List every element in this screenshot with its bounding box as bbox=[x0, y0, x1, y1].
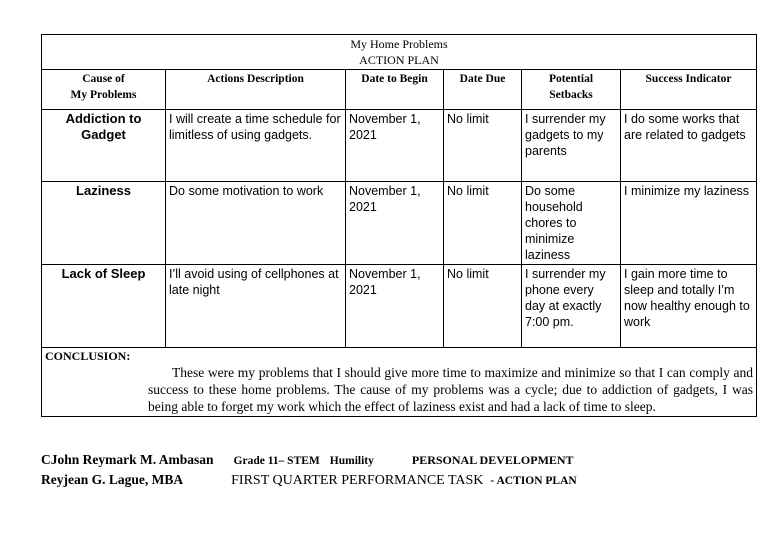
table-row bbox=[42, 110, 757, 182]
section-name: Humility bbox=[329, 455, 374, 467]
date-begin-cell: November 1, 2021 bbox=[346, 110, 444, 182]
task-title: FIRST QUARTER PERFORMANCE TASK bbox=[231, 473, 484, 488]
column-header-date-begin: Date to Begin bbox=[346, 70, 444, 110]
conclusion-cell bbox=[42, 348, 757, 417]
date-begin-cell: November 1, 2021 bbox=[346, 265, 444, 348]
task-suffix: - ACTION PLAN bbox=[490, 475, 577, 487]
date-due-cell: No limit bbox=[444, 265, 522, 348]
footer-line-2 bbox=[41, 471, 577, 489]
header-row bbox=[42, 70, 757, 110]
table-row bbox=[42, 182, 757, 265]
setback-cell: Do some household chores to minimize laziness bbox=[522, 182, 621, 265]
date-due-cell: No limit bbox=[444, 110, 522, 182]
setback-cell: I surrender my phone every day at exactly 7:00 pm. bbox=[522, 265, 621, 348]
column-header-cause bbox=[42, 70, 166, 110]
subject-name: PERSONAL DEVELOPMENT bbox=[411, 453, 574, 467]
column-header-success: Success Indicator bbox=[621, 70, 757, 110]
conclusion-row bbox=[42, 348, 757, 417]
title-cell bbox=[42, 35, 757, 70]
document-subtitle: ACTION PLAN bbox=[359, 53, 439, 67]
cause-cell: Lack of Sleep bbox=[42, 265, 166, 348]
document-title: My Home Problems bbox=[350, 37, 448, 51]
date-due-cell: No limit bbox=[444, 182, 522, 265]
cause-header-line1: Cause of bbox=[82, 73, 125, 85]
student-name: CJohn Reymark M. Ambasan bbox=[41, 452, 214, 467]
column-header-date-due: Date Due bbox=[444, 70, 522, 110]
cause-cell: Laziness bbox=[42, 182, 166, 265]
action-cell: I’ll avoid using of cellphones at late night bbox=[166, 265, 346, 348]
setbacks-header-line2: Setbacks bbox=[549, 89, 593, 101]
table-row bbox=[42, 265, 757, 348]
indicator-cell: I minimize my laziness bbox=[621, 182, 757, 265]
title-row bbox=[42, 35, 757, 70]
cause-cell: Addiction to Gadget bbox=[42, 110, 166, 182]
action-cell: Do some motivation to work bbox=[166, 182, 346, 265]
indicator-cell: I gain more time to sleep and totally I’m now healthy enough to work bbox=[621, 265, 757, 348]
indicator-cell: I do some works that are related to gadgets bbox=[621, 110, 757, 182]
column-header-setbacks bbox=[522, 70, 621, 110]
grade-level: Grade 11– STEM bbox=[233, 455, 320, 467]
setback-cell: I surrender my gadgets to my parents bbox=[522, 110, 621, 182]
footer-line-1 bbox=[41, 451, 574, 469]
column-header-actions: Actions Description bbox=[166, 70, 346, 110]
action-cell: I will create a time schedule for limitless of using gadgets. bbox=[166, 110, 346, 182]
action-plan-document bbox=[41, 34, 756, 417]
setbacks-header-line1: Potential bbox=[548, 73, 594, 85]
cause-header-line2: My Problems bbox=[70, 89, 137, 101]
conclusion-label: CONCLUSION: bbox=[45, 349, 131, 363]
conclusion-text: These were my problems that I should give more time to maximize and minimize so that I can comply and success to these home problems. The cause of my problems was a cycle; due to addiction of gadgets, I was being able to forget my work which the effect of laziness exist and had a lack of time to sleep. bbox=[148, 365, 753, 414]
action-plan-table bbox=[41, 34, 757, 417]
date-begin-cell: November 1, 2021 bbox=[346, 182, 444, 265]
teacher-name: Reyjean G. Lague, MBA bbox=[41, 472, 184, 487]
